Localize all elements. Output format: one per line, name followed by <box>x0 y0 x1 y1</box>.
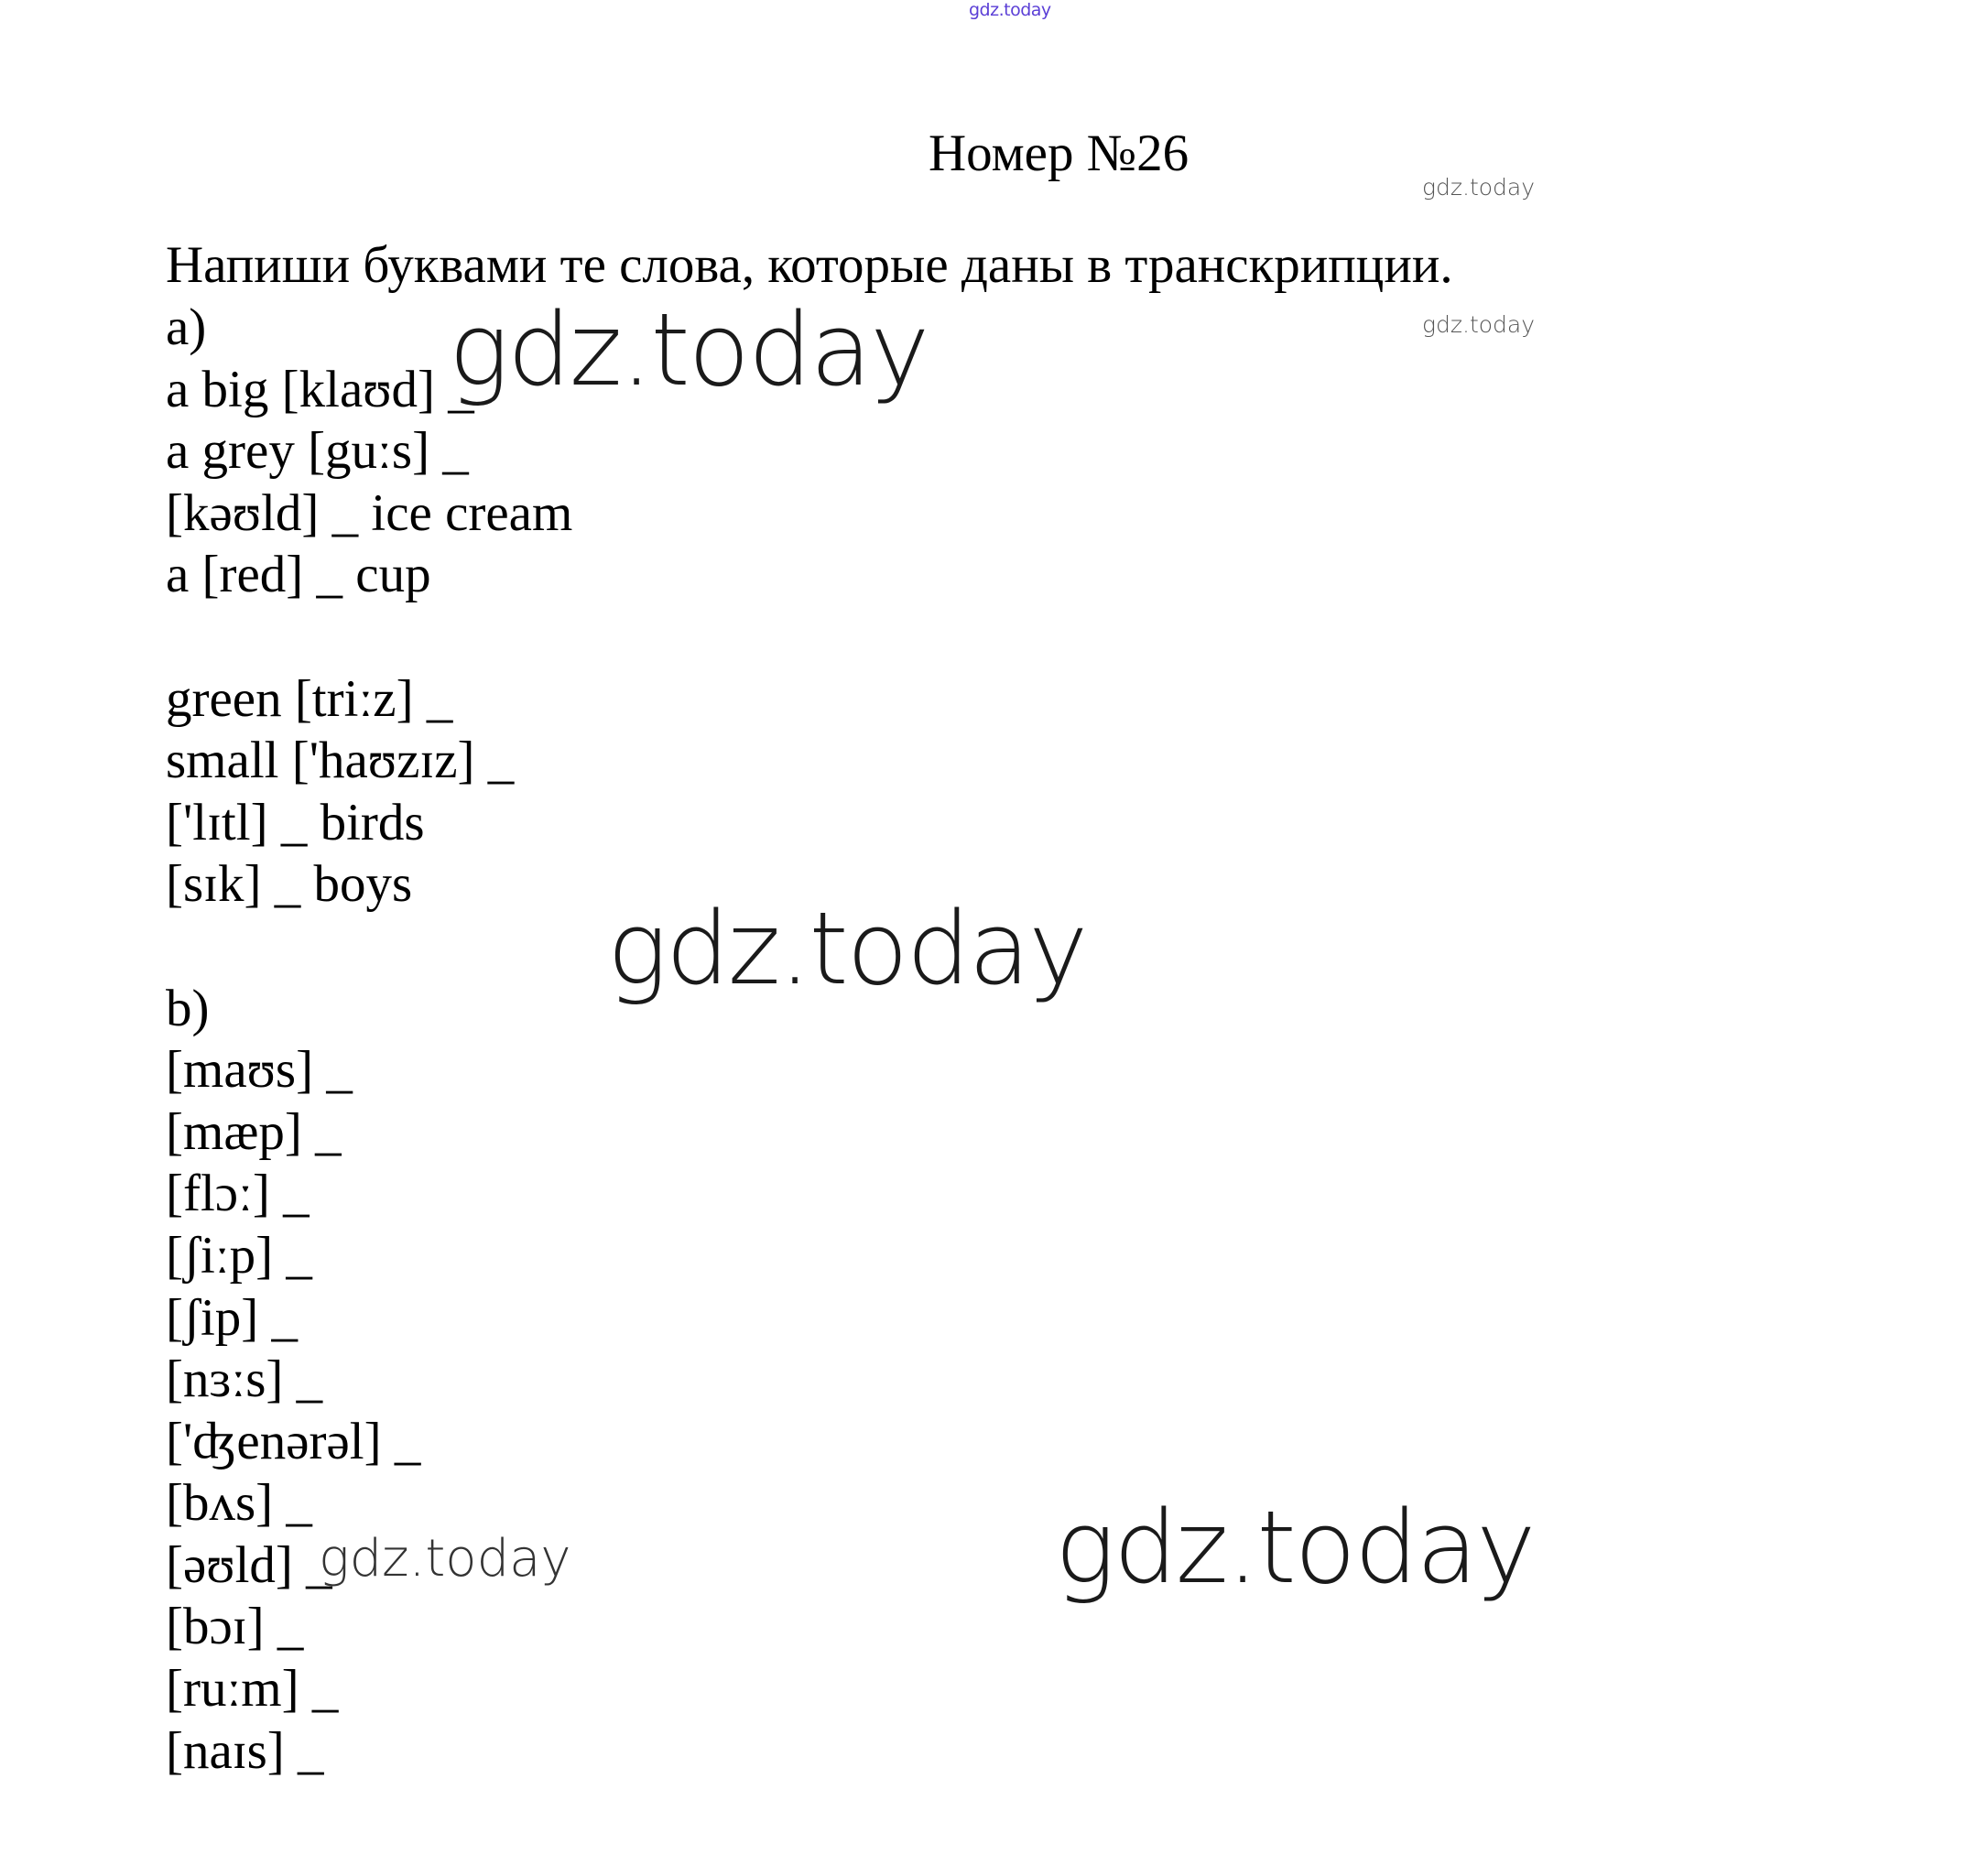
list-item: [maʊs] _ <box>166 1041 353 1100</box>
watermark-small: gdz.today <box>1422 311 1536 338</box>
list-item: ['lɪtl] _ birds <box>166 793 425 851</box>
list-item: [kəʊld] _ ice cream <box>166 483 573 542</box>
list-item: [naɪs] _ <box>166 1721 324 1780</box>
list-item: [nɜːs] _ <box>166 1350 323 1409</box>
list-item: [flɔː] _ <box>166 1165 310 1223</box>
list-item: a [red] _ cup <box>166 546 431 604</box>
instruction-text: Напиши буквами те слова, которые даны в транскрипции. <box>166 236 1453 294</box>
watermark-small: gdz.today <box>1422 174 1536 201</box>
watermark-large: gdz.today <box>449 291 929 408</box>
top-watermark: gdz.today <box>969 0 1051 20</box>
watermark-medium: gdz.today <box>319 1529 571 1589</box>
section-a-label: a) <box>166 298 207 356</box>
list-item: ['ʤenərəl] _ <box>166 1412 421 1470</box>
list-item: a big [klaʊd] _ <box>166 360 474 418</box>
list-item: [ʃiːp] _ <box>166 1226 312 1285</box>
spacer <box>166 916 572 978</box>
spacer <box>166 606 572 668</box>
list-item: [ruːm] _ <box>166 1660 339 1719</box>
list-item: green [triːz] _ <box>166 669 453 728</box>
section-b-label: b) <box>166 979 210 1037</box>
list-item: [mæp] _ <box>166 1102 342 1161</box>
watermark-large: gdz.today <box>607 890 1087 1007</box>
list-item: [bʌs] _ <box>166 1474 312 1533</box>
list-item: [ʃip] _ <box>166 1288 299 1347</box>
watermark-large: gdz.today <box>1055 1489 1535 1606</box>
list-item: small ['haʊzɪz] _ <box>166 732 515 790</box>
list-item: [sɪk] _ boys <box>166 855 413 914</box>
list-item: [əʊld] _ <box>166 1535 332 1594</box>
list-item: a grey [guːs] _ <box>166 422 469 481</box>
page-title: Номер №26 <box>929 125 1190 182</box>
list-item: [bɔɪ] _ <box>166 1598 304 1656</box>
